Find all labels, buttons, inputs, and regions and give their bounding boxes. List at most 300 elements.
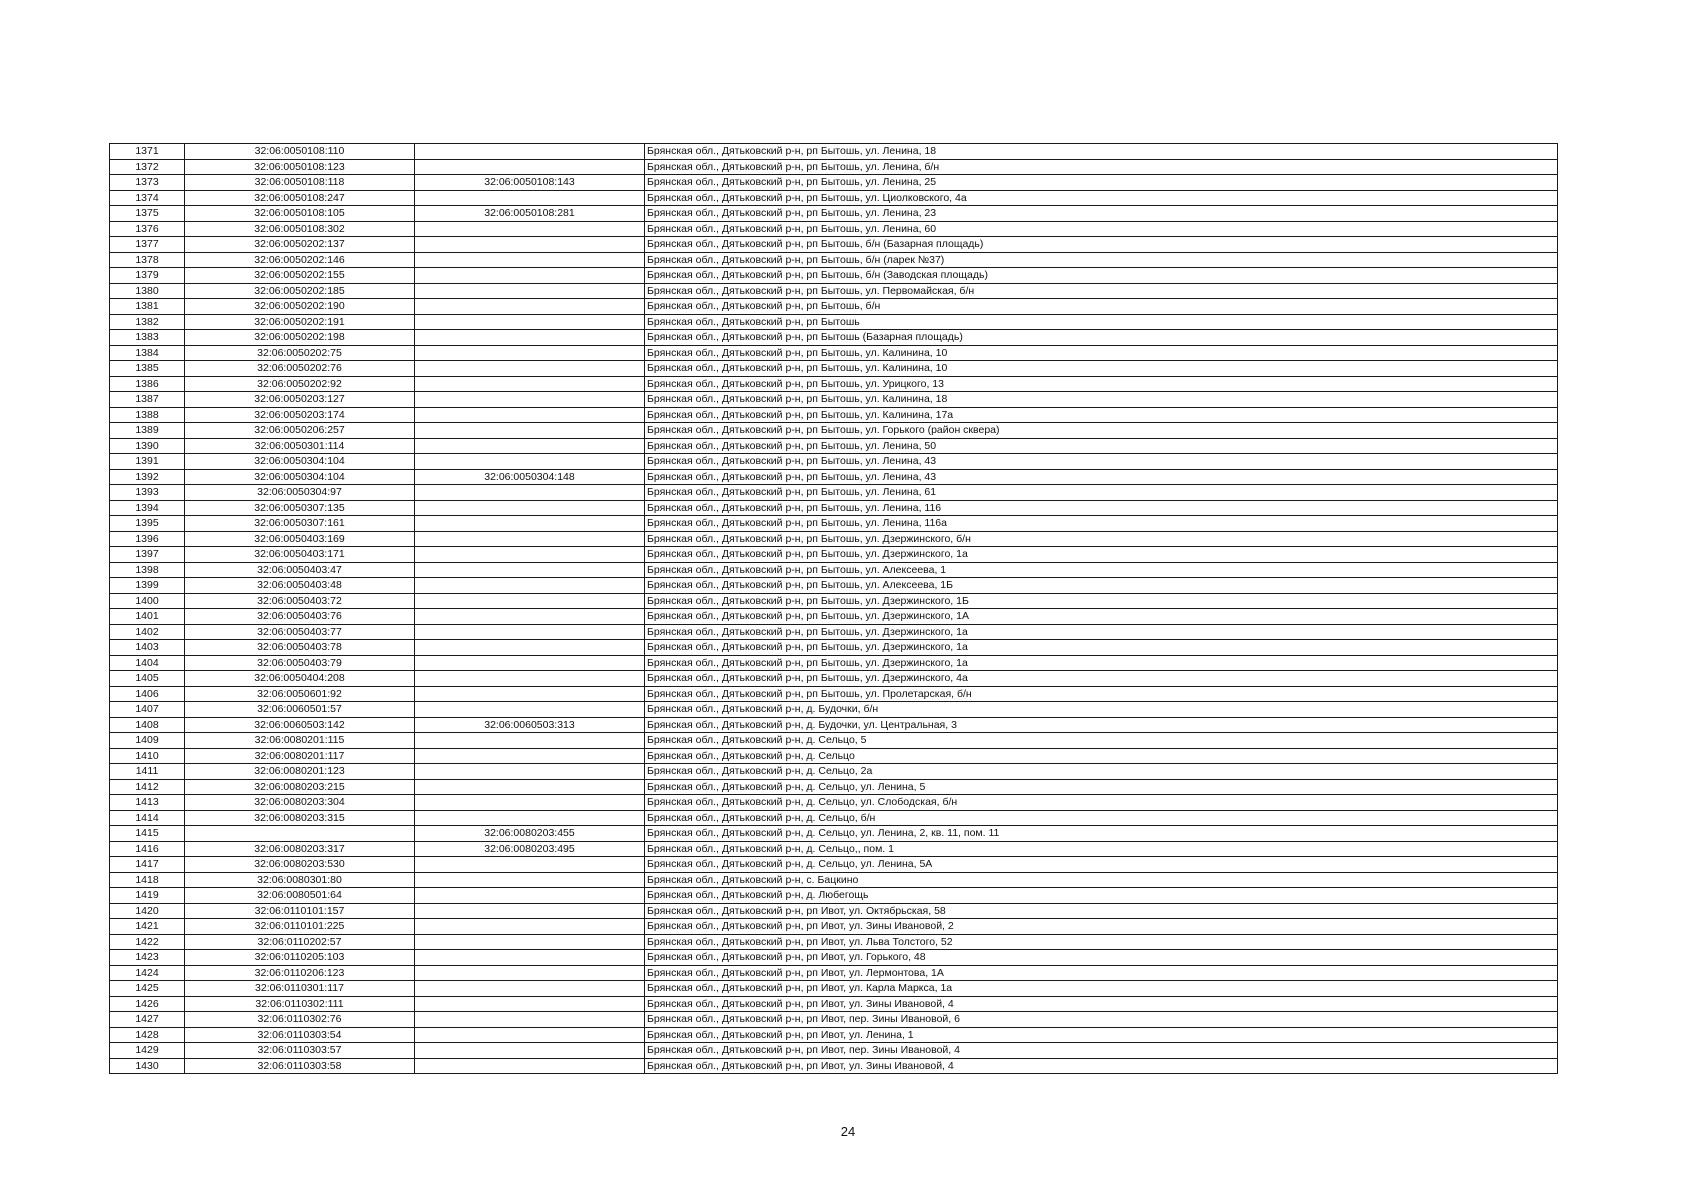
row-number-cell: 1427 xyxy=(110,1012,185,1028)
cadastral-number-cell: 32:06:0080201:117 xyxy=(185,748,415,764)
table-row xyxy=(110,438,1558,454)
row-number-cell: 1402 xyxy=(110,624,185,640)
address-cell: Брянская обл., Дятьковский р-н, рп Ивот, ул. Зины Ивановой, 4 xyxy=(645,1058,1558,1074)
row-number-cell: 1424 xyxy=(110,965,185,981)
row-number-cell: 1390 xyxy=(110,438,185,454)
address-cell: Брянская обл., Дятьковский р-н, рп Бытошь, ул. Ленина, 43 xyxy=(645,454,1558,470)
cadastral-number-cell: 32:06:0050404:208 xyxy=(185,671,415,687)
address-cell: Брянская обл., Дятьковский р-н, рп Бытошь, ул. Алексеева, 1 xyxy=(645,562,1558,578)
row-number-cell: 1430 xyxy=(110,1058,185,1074)
address-cell: Брянская обл., Дятьковский р-н, рп Бытошь, ул. Калинина, 10 xyxy=(645,345,1558,361)
related-cadastral-number-cell xyxy=(415,190,645,206)
related-cadastral-number-cell xyxy=(415,671,645,687)
related-cadastral-number-cell xyxy=(415,919,645,935)
table-row xyxy=(110,640,1558,656)
address-cell: Брянская обл., Дятьковский р-н, рп Бытошь, ул. Дзержинского, 4а xyxy=(645,671,1558,687)
related-cadastral-number-cell xyxy=(415,562,645,578)
address-cell: Брянская обл., Дятьковский р-н, д. Сельцо, ул. Ленина, 2, кв. 11, пом. 11 xyxy=(645,826,1558,842)
cadastral-number-cell: 32:06:0050307:161 xyxy=(185,516,415,532)
row-number-cell: 1384 xyxy=(110,345,185,361)
row-number-cell: 1383 xyxy=(110,330,185,346)
cadastral-number-cell: 32:06:0050403:169 xyxy=(185,531,415,547)
related-cadastral-number-cell xyxy=(415,702,645,718)
cadastral-number-cell: 32:06:0050108:118 xyxy=(185,175,415,191)
address-cell: Брянская обл., Дятьковский р-н, рп Ивот, ул. Октябрьская, 58 xyxy=(645,903,1558,919)
table-row xyxy=(110,454,1558,470)
row-number-cell: 1429 xyxy=(110,1043,185,1059)
address-cell: Брянская обл., Дятьковский р-н, д. Сельцо xyxy=(645,748,1558,764)
table-row xyxy=(110,888,1558,904)
table-row xyxy=(110,562,1558,578)
related-cadastral-number-cell xyxy=(415,454,645,470)
related-cadastral-number-cell xyxy=(415,1012,645,1028)
row-number-cell: 1389 xyxy=(110,423,185,439)
table-row xyxy=(110,268,1558,284)
address-cell: Брянская обл., Дятьковский р-н, рп Бытошь, ул. Калинина, 17а xyxy=(645,407,1558,423)
related-cadastral-number-cell xyxy=(415,950,645,966)
row-number-cell: 1409 xyxy=(110,733,185,749)
cadastral-number-cell: 32:06:0080203:317 xyxy=(185,841,415,857)
cadastral-number-cell: 32:06:0050403:72 xyxy=(185,593,415,609)
related-cadastral-number-cell xyxy=(415,361,645,377)
table-row xyxy=(110,841,1558,857)
address-cell: Брянская обл., Дятьковский р-н, рп Бытошь, ул. Дзержинского, 1а xyxy=(645,624,1558,640)
related-cadastral-number-cell xyxy=(415,407,645,423)
related-cadastral-number-cell xyxy=(415,965,645,981)
table-row xyxy=(110,252,1558,268)
related-cadastral-number-cell: 32:06:0080203:495 xyxy=(415,841,645,857)
row-number-cell: 1408 xyxy=(110,717,185,733)
address-cell: Брянская обл., Дятьковский р-н, д. Сельцо,, пом. 1 xyxy=(645,841,1558,857)
related-cadastral-number-cell xyxy=(415,686,645,702)
related-cadastral-number-cell xyxy=(415,144,645,160)
address-cell: Брянская обл., Дятьковский р-н, рп Бытошь, ул. Ленина, 43 xyxy=(645,469,1558,485)
cadastral-number-cell: 32:06:0050307:135 xyxy=(185,500,415,516)
row-number-cell: 1382 xyxy=(110,314,185,330)
row-number-cell: 1422 xyxy=(110,934,185,950)
related-cadastral-number-cell xyxy=(415,531,645,547)
table-row xyxy=(110,1058,1558,1074)
address-cell: Брянская обл., Дятьковский р-н, с. Бацкино xyxy=(645,872,1558,888)
related-cadastral-number-cell xyxy=(415,314,645,330)
table-row xyxy=(110,919,1558,935)
related-cadastral-number-cell: 32:06:0080203:455 xyxy=(415,826,645,842)
address-cell: Брянская обл., Дятьковский р-н, рп Бытошь, б/н (Заводская площадь) xyxy=(645,268,1558,284)
cadastral-number-cell: 32:06:0050108:123 xyxy=(185,159,415,175)
cadastral-number-cell: 32:06:0080501:64 xyxy=(185,888,415,904)
related-cadastral-number-cell xyxy=(415,438,645,454)
related-cadastral-number-cell xyxy=(415,283,645,299)
address-cell: Брянская обл., Дятьковский р-н, рп Бытошь, б/н (Базарная площадь) xyxy=(645,237,1558,253)
address-cell: Брянская обл., Дятьковский р-н, д. Будочки, б/н xyxy=(645,702,1558,718)
row-number-cell: 1398 xyxy=(110,562,185,578)
address-cell: Брянская обл., Дятьковский р-н, рп Бытошь, ул. Ленина, 116 xyxy=(645,500,1558,516)
row-number-cell: 1428 xyxy=(110,1027,185,1043)
table-row xyxy=(110,624,1558,640)
related-cadastral-number-cell: 32:06:0050304:148 xyxy=(415,469,645,485)
table-row xyxy=(110,826,1558,842)
address-cell: Брянская обл., Дятьковский р-н, рп Бытошь, ул. Дзержинского, 1а xyxy=(645,547,1558,563)
row-number-cell: 1404 xyxy=(110,655,185,671)
cadastral-number-cell: 32:06:0050304:97 xyxy=(185,485,415,501)
table-row xyxy=(110,314,1558,330)
address-cell: Брянская обл., Дятьковский р-н, рп Ивот, ул. Зины Ивановой, 2 xyxy=(645,919,1558,935)
address-cell: Брянская обл., Дятьковский р-н, рп Бытошь, б/н (ларек №37) xyxy=(645,252,1558,268)
cadastral-number-cell: 32:06:0050304:104 xyxy=(185,469,415,485)
row-number-cell: 1421 xyxy=(110,919,185,935)
related-cadastral-number-cell: 32:06:0050108:143 xyxy=(415,175,645,191)
address-cell: Брянская обл., Дятьковский р-н, рп Бытошь, ул. Калинина, 18 xyxy=(645,392,1558,408)
row-number-cell: 1401 xyxy=(110,609,185,625)
table-row xyxy=(110,190,1558,206)
related-cadastral-number-cell xyxy=(415,578,645,594)
address-cell: Брянская обл., Дятьковский р-н, рп Бытошь, ул. Дзержинского, 1а xyxy=(645,640,1558,656)
address-cell: Брянская обл., Дятьковский р-н, рп Бытошь xyxy=(645,314,1558,330)
cadastral-number-cell: 32:06:0050202:76 xyxy=(185,361,415,377)
row-number-cell: 1393 xyxy=(110,485,185,501)
row-number-cell: 1385 xyxy=(110,361,185,377)
table-row xyxy=(110,609,1558,625)
table-row xyxy=(110,981,1558,997)
related-cadastral-number-cell xyxy=(415,857,645,873)
address-cell: Брянская обл., Дятьковский р-н, рп Бытошь, ул. Ленина, 60 xyxy=(645,221,1558,237)
table-row xyxy=(110,299,1558,315)
table-row xyxy=(110,903,1558,919)
cadastral-number-cell: 32:06:0050202:137 xyxy=(185,237,415,253)
address-cell: Брянская обл., Дятьковский р-н, рп Бытошь, б/н xyxy=(645,299,1558,315)
address-cell: Брянская обл., Дятьковский р-н, рп Бытошь, ул. Первомайская, б/н xyxy=(645,283,1558,299)
related-cadastral-number-cell xyxy=(415,1043,645,1059)
address-cell: Брянская обл., Дятьковский р-н, д. Сельцо, ул. Ленина, 5А xyxy=(645,857,1558,873)
row-number-cell: 1415 xyxy=(110,826,185,842)
row-number-cell: 1380 xyxy=(110,283,185,299)
address-cell: Брянская обл., Дятьковский р-н, д. Сельцо, б/н xyxy=(645,810,1558,826)
cadastral-number-cell: 32:06:0050202:92 xyxy=(185,376,415,392)
address-cell: Брянская обл., Дятьковский р-н, рп Ивот, ул. Карла Маркса, 1а xyxy=(645,981,1558,997)
row-number-cell: 1395 xyxy=(110,516,185,532)
row-number-cell: 1374 xyxy=(110,190,185,206)
cadastral-number-cell: 32:06:0050304:104 xyxy=(185,454,415,470)
related-cadastral-number-cell xyxy=(415,500,645,516)
table-row xyxy=(110,144,1558,160)
cadastral-number-cell xyxy=(185,826,415,842)
address-cell: Брянская обл., Дятьковский р-н, рп Бытошь, ул. Ленина, б/н xyxy=(645,159,1558,175)
row-number-cell: 1376 xyxy=(110,221,185,237)
table-row xyxy=(110,1027,1558,1043)
row-number-cell: 1397 xyxy=(110,547,185,563)
cadastral-number-cell: 32:06:0050202:75 xyxy=(185,345,415,361)
related-cadastral-number-cell xyxy=(415,516,645,532)
related-cadastral-number-cell xyxy=(415,376,645,392)
cadastral-number-cell: 32:06:0080201:115 xyxy=(185,733,415,749)
address-cell: Брянская обл., Дятьковский р-н, д. Любегощь xyxy=(645,888,1558,904)
address-cell: Брянская обл., Дятьковский р-н, рп Бытошь, ул. Алексеева, 1Б xyxy=(645,578,1558,594)
table-row xyxy=(110,547,1558,563)
address-cell: Брянская обл., Дятьковский р-н, рп Бытошь, ул. Циолковского, 4а xyxy=(645,190,1558,206)
cadastral-number-cell: 32:06:0050202:185 xyxy=(185,283,415,299)
related-cadastral-number-cell xyxy=(415,764,645,780)
row-number-cell: 1394 xyxy=(110,500,185,516)
table-row xyxy=(110,361,1558,377)
address-cell: Брянская обл., Дятьковский р-н, рп Ивот, пер. Зины Ивановой, 4 xyxy=(645,1043,1558,1059)
table-row xyxy=(110,810,1558,826)
cadastral-number-cell: 32:06:0050108:302 xyxy=(185,221,415,237)
row-number-cell: 1406 xyxy=(110,686,185,702)
related-cadastral-number-cell xyxy=(415,810,645,826)
table-row xyxy=(110,283,1558,299)
row-number-cell: 1386 xyxy=(110,376,185,392)
table-row xyxy=(110,965,1558,981)
related-cadastral-number-cell xyxy=(415,655,645,671)
related-cadastral-number-cell xyxy=(415,423,645,439)
cadastral-number-cell: 32:06:0110101:157 xyxy=(185,903,415,919)
page-number: 24 xyxy=(840,1124,856,1139)
cadastral-number-cell: 32:06:0050403:48 xyxy=(185,578,415,594)
row-number-cell: 1375 xyxy=(110,206,185,222)
address-cell: Брянская обл., Дятьковский р-н, рп Бытошь, ул. Дзержинского, 1Б xyxy=(645,593,1558,609)
address-cell: Брянская обл., Дятьковский р-н, рп Бытошь, ул. Пролетарская, б/н xyxy=(645,686,1558,702)
table-row xyxy=(110,206,1558,222)
related-cadastral-number-cell xyxy=(415,1058,645,1074)
table-row xyxy=(110,485,1558,501)
cadastral-number-cell: 32:06:0050403:47 xyxy=(185,562,415,578)
row-number-cell: 1372 xyxy=(110,159,185,175)
related-cadastral-number-cell xyxy=(415,330,645,346)
related-cadastral-number-cell xyxy=(415,159,645,175)
address-cell: Брянская обл., Дятьковский р-н, рп Бытошь, ул. Ленина, 61 xyxy=(645,485,1558,501)
cadastral-number-cell: 32:06:0110202:57 xyxy=(185,934,415,950)
cadastral-number-cell: 32:06:0080201:123 xyxy=(185,764,415,780)
related-cadastral-number-cell xyxy=(415,996,645,1012)
cadastral-number-cell: 32:06:0110303:54 xyxy=(185,1027,415,1043)
related-cadastral-number-cell xyxy=(415,609,645,625)
address-cell: Брянская обл., Дятьковский р-н, рп Бытошь, ул. Дзержинского, 1а xyxy=(645,655,1558,671)
address-cell: Брянская обл., Дятьковский р-н, д. Будочки, ул. Центральная, 3 xyxy=(645,717,1558,733)
table-row xyxy=(110,175,1558,191)
table-row xyxy=(110,578,1558,594)
row-number-cell: 1420 xyxy=(110,903,185,919)
row-number-cell: 1423 xyxy=(110,950,185,966)
row-number-cell: 1425 xyxy=(110,981,185,997)
related-cadastral-number-cell xyxy=(415,981,645,997)
table-row xyxy=(110,345,1558,361)
table-row xyxy=(110,392,1558,408)
address-cell: Брянская обл., Дятьковский р-н, рп Ивот, ул. Ленина, 1 xyxy=(645,1027,1558,1043)
registry-table-body xyxy=(110,144,1558,1074)
address-cell: Брянская обл., Дятьковский р-н, рп Бытошь, ул. Горького (район сквера) xyxy=(645,423,1558,439)
row-number-cell: 1388 xyxy=(110,407,185,423)
table-row xyxy=(110,655,1558,671)
address-cell: Брянская обл., Дятьковский р-н, д. Сельцо, ул. Ленина, 5 xyxy=(645,779,1558,795)
cadastral-number-cell: 32:06:0050108:110 xyxy=(185,144,415,160)
related-cadastral-number-cell xyxy=(415,748,645,764)
related-cadastral-number-cell xyxy=(415,795,645,811)
cadastral-number-cell: 32:06:0060501:57 xyxy=(185,702,415,718)
address-cell: Брянская обл., Дятьковский р-н, рп Бытошь, ул. Калинина, 10 xyxy=(645,361,1558,377)
table-row xyxy=(110,407,1558,423)
table-row xyxy=(110,531,1558,547)
address-cell: Брянская обл., Дятьковский р-н, рп Ивот, ул. Лермонтова, 1А xyxy=(645,965,1558,981)
table-row xyxy=(110,795,1558,811)
related-cadastral-number-cell xyxy=(415,934,645,950)
related-cadastral-number-cell xyxy=(415,485,645,501)
address-cell: Брянская обл., Дятьковский р-н, рп Бытошь (Базарная площадь) xyxy=(645,330,1558,346)
table-row xyxy=(110,686,1558,702)
cadastral-number-cell: 32:06:0050108:247 xyxy=(185,190,415,206)
table-row xyxy=(110,671,1558,687)
related-cadastral-number-cell: 32:06:0050108:281 xyxy=(415,206,645,222)
table-row xyxy=(110,779,1558,795)
cadastral-number-cell: 32:06:0110303:57 xyxy=(185,1043,415,1059)
table-row xyxy=(110,159,1558,175)
related-cadastral-number-cell xyxy=(415,903,645,919)
row-number-cell: 1413 xyxy=(110,795,185,811)
cadastral-number-cell: 32:06:0110301:117 xyxy=(185,981,415,997)
cadastral-number-cell: 32:06:0050301:114 xyxy=(185,438,415,454)
address-cell: Брянская обл., Дятьковский р-н, рп Бытошь, ул. Урицкого, 13 xyxy=(645,376,1558,392)
table-row xyxy=(110,330,1558,346)
cadastral-number-cell: 32:06:0050202:190 xyxy=(185,299,415,315)
related-cadastral-number-cell xyxy=(415,640,645,656)
table-row xyxy=(110,764,1558,780)
row-number-cell: 1399 xyxy=(110,578,185,594)
cadastral-number-cell: 32:06:0080203:215 xyxy=(185,779,415,795)
table-row xyxy=(110,950,1558,966)
row-number-cell: 1373 xyxy=(110,175,185,191)
table-row xyxy=(110,1043,1558,1059)
cadastral-number-cell: 32:06:0050206:257 xyxy=(185,423,415,439)
cadastral-number-cell: 32:06:0050601:92 xyxy=(185,686,415,702)
table-row xyxy=(110,469,1558,485)
table-row xyxy=(110,237,1558,253)
row-number-cell: 1426 xyxy=(110,996,185,1012)
address-cell: Брянская обл., Дятьковский р-н, рп Бытошь, ул. Ленина, 50 xyxy=(645,438,1558,454)
related-cadastral-number-cell xyxy=(415,237,645,253)
row-number-cell: 1419 xyxy=(110,888,185,904)
related-cadastral-number-cell xyxy=(415,252,645,268)
row-number-cell: 1411 xyxy=(110,764,185,780)
row-number-cell: 1381 xyxy=(110,299,185,315)
address-cell: Брянская обл., Дятьковский р-н, рп Бытошь, ул. Ленина, 18 xyxy=(645,144,1558,160)
cadastral-number-cell: 32:06:0080301:80 xyxy=(185,872,415,888)
related-cadastral-number-cell xyxy=(415,392,645,408)
table-row xyxy=(110,748,1558,764)
row-number-cell: 1407 xyxy=(110,702,185,718)
table-row xyxy=(110,872,1558,888)
table-row xyxy=(110,516,1558,532)
table-row xyxy=(110,423,1558,439)
related-cadastral-number-cell xyxy=(415,547,645,563)
related-cadastral-number-cell xyxy=(415,733,645,749)
row-number-cell: 1387 xyxy=(110,392,185,408)
cadastral-number-cell: 32:06:0080203:315 xyxy=(185,810,415,826)
row-number-cell: 1405 xyxy=(110,671,185,687)
cadastral-number-cell: 32:06:0050202:191 xyxy=(185,314,415,330)
cadastral-number-cell: 32:06:0060503:142 xyxy=(185,717,415,733)
related-cadastral-number-cell: 32:06:0060503:313 xyxy=(415,717,645,733)
row-number-cell: 1379 xyxy=(110,268,185,284)
cadastral-number-cell: 32:06:0080203:530 xyxy=(185,857,415,873)
property-registry-table xyxy=(109,143,1558,1074)
cadastral-number-cell: 32:06:0080203:304 xyxy=(185,795,415,811)
cadastral-number-cell: 32:06:0110206:123 xyxy=(185,965,415,981)
table-row xyxy=(110,702,1558,718)
row-number-cell: 1416 xyxy=(110,841,185,857)
table-row xyxy=(110,996,1558,1012)
table-row xyxy=(110,733,1558,749)
address-cell: Брянская обл., Дятьковский р-н, д. Сельцо, 5 xyxy=(645,733,1558,749)
address-cell: Брянская обл., Дятьковский р-н, рп Бытошь, ул. Ленина, 23 xyxy=(645,206,1558,222)
address-cell: Брянская обл., Дятьковский р-н, рп Бытошь, ул. Дзержинского, б/н xyxy=(645,531,1558,547)
row-number-cell: 1392 xyxy=(110,469,185,485)
row-number-cell: 1412 xyxy=(110,779,185,795)
address-cell: Брянская обл., Дятьковский р-н, рп Ивот, пер. Зины Ивановой, 6 xyxy=(645,1012,1558,1028)
row-number-cell: 1417 xyxy=(110,857,185,873)
related-cadastral-number-cell xyxy=(415,221,645,237)
row-number-cell: 1414 xyxy=(110,810,185,826)
row-number-cell: 1377 xyxy=(110,237,185,253)
related-cadastral-number-cell xyxy=(415,345,645,361)
address-cell: Брянская обл., Дятьковский р-н, рп Ивот, ул. Льва Толстого, 52 xyxy=(645,934,1558,950)
table-row xyxy=(110,717,1558,733)
row-number-cell: 1418 xyxy=(110,872,185,888)
table-row xyxy=(110,934,1558,950)
cadastral-number-cell: 32:06:0050403:77 xyxy=(185,624,415,640)
related-cadastral-number-cell xyxy=(415,779,645,795)
cadastral-number-cell: 32:06:0110302:111 xyxy=(185,996,415,1012)
cadastral-number-cell: 32:06:0110205:103 xyxy=(185,950,415,966)
cadastral-number-cell: 32:06:0050203:174 xyxy=(185,407,415,423)
cadastral-number-cell: 32:06:0050403:171 xyxy=(185,547,415,563)
address-cell: Брянская обл., Дятьковский р-н, рп Бытошь, ул. Ленина, 25 xyxy=(645,175,1558,191)
cadastral-number-cell: 32:06:0050403:78 xyxy=(185,640,415,656)
table-row xyxy=(110,1012,1558,1028)
address-cell: Брянская обл., Дятьковский р-н, рп Бытошь, ул. Дзержинского, 1А xyxy=(645,609,1558,625)
cadastral-number-cell: 32:06:0050403:79 xyxy=(185,655,415,671)
table-row xyxy=(110,221,1558,237)
cadastral-number-cell: 32:06:0110101:225 xyxy=(185,919,415,935)
address-cell: Брянская обл., Дятьковский р-н, д. Сельцо, ул. Слободская, б/н xyxy=(645,795,1558,811)
table-row xyxy=(110,857,1558,873)
cadastral-number-cell: 32:06:0110302:76 xyxy=(185,1012,415,1028)
address-cell: Брянская обл., Дятьковский р-н, рп Бытошь, ул. Ленина, 116а xyxy=(645,516,1558,532)
related-cadastral-number-cell xyxy=(415,624,645,640)
cadastral-number-cell: 32:06:0050108:105 xyxy=(185,206,415,222)
row-number-cell: 1403 xyxy=(110,640,185,656)
address-cell: Брянская обл., Дятьковский р-н, рп Ивот, ул. Горького, 48 xyxy=(645,950,1558,966)
address-cell: Брянская обл., Дятьковский р-н, рп Ивот, ул. Зины Ивановой, 4 xyxy=(645,996,1558,1012)
table-row xyxy=(110,593,1558,609)
related-cadastral-number-cell xyxy=(415,268,645,284)
row-number-cell: 1378 xyxy=(110,252,185,268)
related-cadastral-number-cell xyxy=(415,872,645,888)
row-number-cell: 1396 xyxy=(110,531,185,547)
related-cadastral-number-cell xyxy=(415,593,645,609)
row-number-cell: 1391 xyxy=(110,454,185,470)
related-cadastral-number-cell xyxy=(415,299,645,315)
table-row xyxy=(110,500,1558,516)
address-cell: Брянская обл., Дятьковский р-н, д. Сельцо, 2а xyxy=(645,764,1558,780)
related-cadastral-number-cell xyxy=(415,1027,645,1043)
cadastral-number-cell: 32:06:0050202:146 xyxy=(185,252,415,268)
row-number-cell: 1400 xyxy=(110,593,185,609)
cadastral-number-cell: 32:06:0050203:127 xyxy=(185,392,415,408)
related-cadastral-number-cell xyxy=(415,888,645,904)
cadastral-number-cell: 32:06:0110303:58 xyxy=(185,1058,415,1074)
row-number-cell: 1371 xyxy=(110,144,185,160)
table-row xyxy=(110,376,1558,392)
cadastral-number-cell: 32:06:0050403:76 xyxy=(185,609,415,625)
